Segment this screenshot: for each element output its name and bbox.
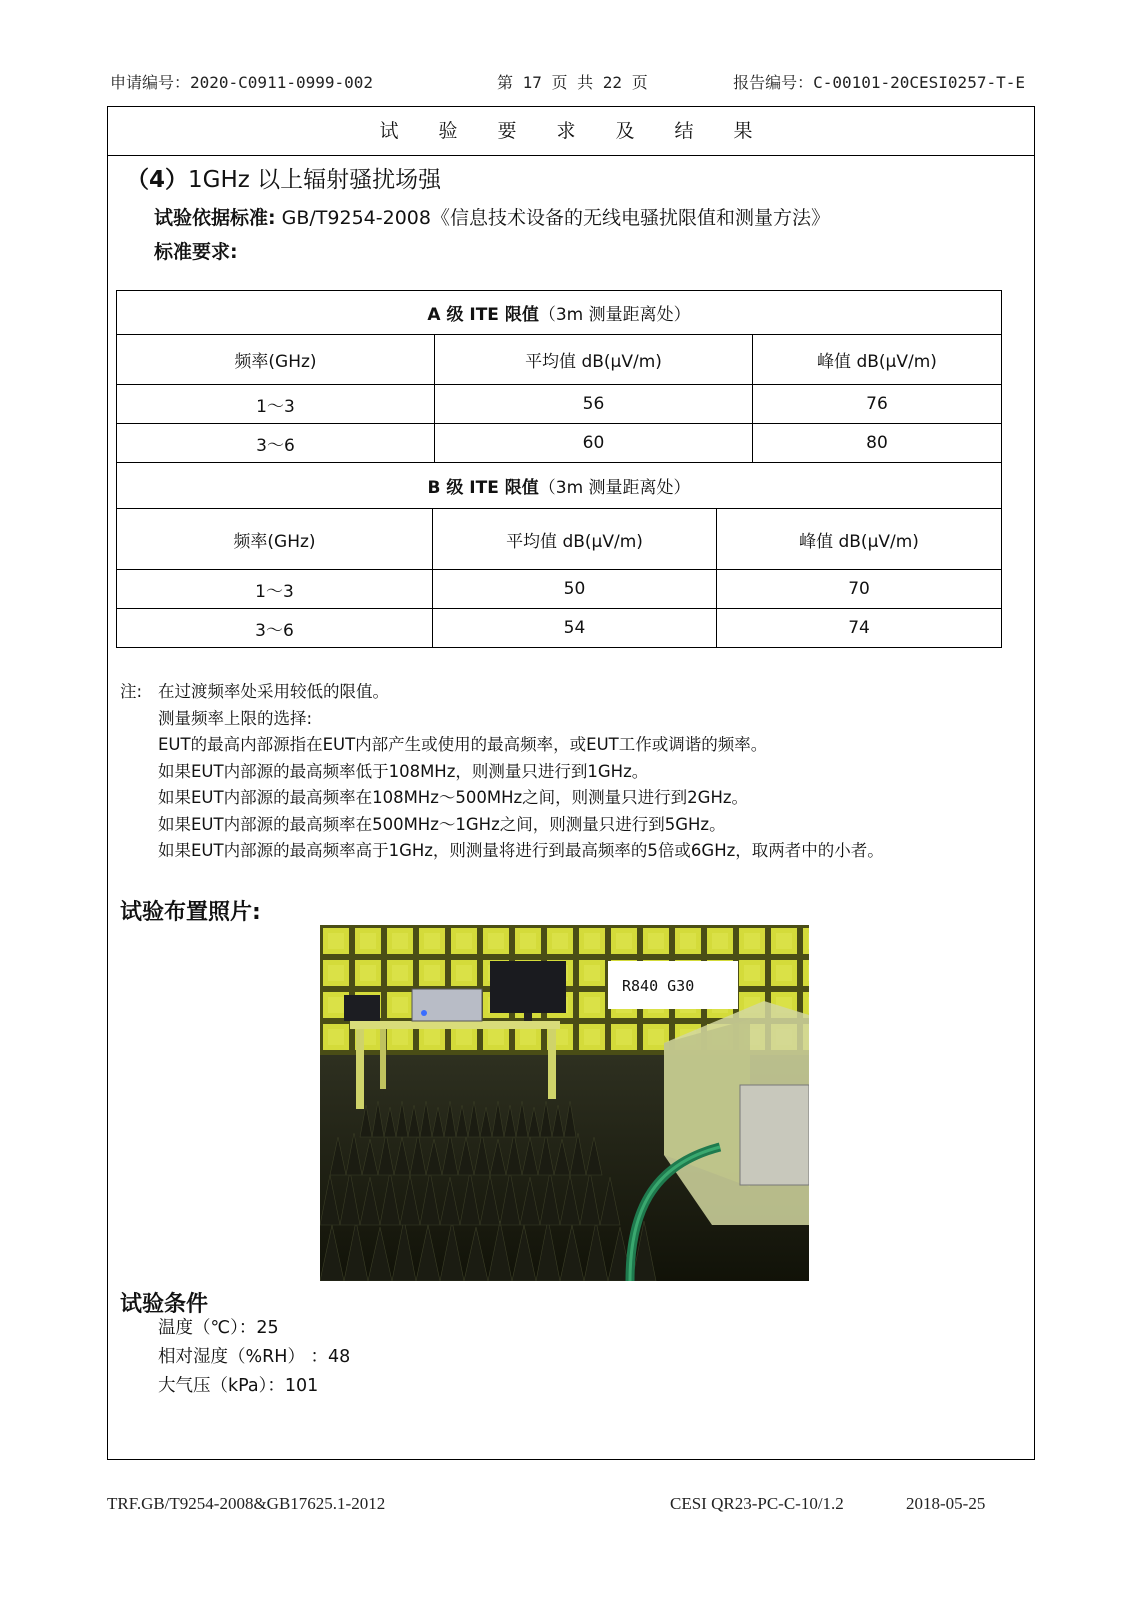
class-a-caption-bold: A 级 ITE 限值 (427, 305, 539, 325)
section-number: （4） (126, 167, 189, 193)
footer-standard: TRF.GB/T9254-2008&GB17625.1-2012 (107, 1494, 386, 1513)
photo-label: R840 G30 (622, 977, 695, 995)
report-number: 报告编号：C-00101-20CESI0257-T-E (733, 73, 1025, 92)
class-b-caption (117, 463, 1002, 509)
class-a-caption (117, 291, 1002, 335)
section-name: 1GHz 以上辐射骚扰场强 (188, 167, 442, 193)
section-title: 试验要求及结果 (108, 107, 1034, 156)
footer-date: 2018-05-25 (906, 1494, 986, 1513)
table-cell: 76 (753, 385, 1002, 424)
class-b-caption-rest: （3m 测量距离处） (538, 478, 691, 498)
temperature: 温度（℃）：25 (158, 1318, 279, 1338)
table-cell: 1～3 (117, 570, 433, 609)
table-cell: 60 (435, 424, 753, 463)
conditions-title: 试验条件 (120, 1292, 209, 1317)
note-line: 如果EUT内部源的最高频率高于1GHz，则测量将进行到最高频率的5倍或6GHz，取两者中的小者。 (158, 841, 884, 860)
class-b-caption-bold: B 级 ITE 限值 (427, 478, 539, 498)
note-line: 如果EUT内部源的最高频率低于108MHz，则测量只进行到1GHz。 (158, 761, 649, 781)
note-line: 如果EUT内部源的最高频率在108MHz～500MHz之间，则测量只进行到2GHz。 (158, 788, 749, 807)
section-heading (126, 161, 441, 194)
table-row (117, 385, 1002, 424)
test-basis (154, 203, 830, 230)
class-a-caption-rest: （3m 测量距离处） (538, 305, 691, 325)
table-cell: 3～6 (117, 424, 435, 463)
table-cell: 80 (753, 424, 1002, 463)
humidity: 相对湿度（%RH） ：48 (158, 1347, 351, 1367)
note-line: 如果EUT内部源的最高频率在500MHz～1GHz之间，则测量只进行到5GHz。 (158, 814, 726, 834)
column-header: 峰值 dB(μV/m) (753, 335, 1002, 385)
footer-form-number: CESI QR23-PC-C-10/1.2 (670, 1494, 844, 1513)
table-cell: 50 (433, 570, 717, 609)
test-basis-label: 试验依据标准: (154, 207, 276, 229)
table-row (117, 609, 1002, 648)
column-header: 平均值 dB(μV/m) (433, 509, 717, 570)
table-cell: 56 (435, 385, 753, 424)
note-line: EUT的最高内部源指在EUT内部产生或使用的最高频率，或EUT工作或调谐的频率。 (158, 735, 768, 754)
test-basis-value: GB/T9254-2008《信息技术设备的无线电骚扰限值和测量方法》 (275, 207, 830, 229)
column-header: 频率(GHz) (117, 509, 433, 570)
application-number: 申请编号：2020-C0911-0999-002 (110, 73, 374, 92)
table-row (117, 570, 1002, 609)
class-a-limits-table (116, 290, 1002, 463)
note-line: 在过渡频率处采用较低的限值。 (158, 682, 389, 701)
note-line: 测量频率上限的选择: (158, 708, 313, 728)
table-cell: 54 (433, 609, 717, 648)
page-info: 第 17 页 共 22 页 (497, 73, 648, 92)
column-header: 平均值 dB(μV/m) (435, 335, 753, 385)
column-header: 频率(GHz) (117, 335, 435, 385)
photo-title: 试验布置照片: (120, 900, 261, 925)
table-row (117, 424, 1002, 463)
notes-label: 注: (120, 682, 143, 701)
test-setup-photo (320, 925, 809, 1281)
class-b-limits-table (116, 462, 1002, 648)
column-header: 峰值 dB(μV/m) (717, 509, 1002, 570)
table-cell: 3～6 (117, 609, 433, 648)
table-cell: 74 (717, 609, 1002, 648)
table-cell: 1～3 (117, 385, 435, 424)
air-pressure: 大气压（kPa）：101 (158, 1376, 319, 1396)
notes (120, 679, 884, 865)
table-cell: 70 (717, 570, 1002, 609)
report-frame (107, 106, 1035, 1460)
requirement-label: 标准要求: (154, 241, 238, 263)
